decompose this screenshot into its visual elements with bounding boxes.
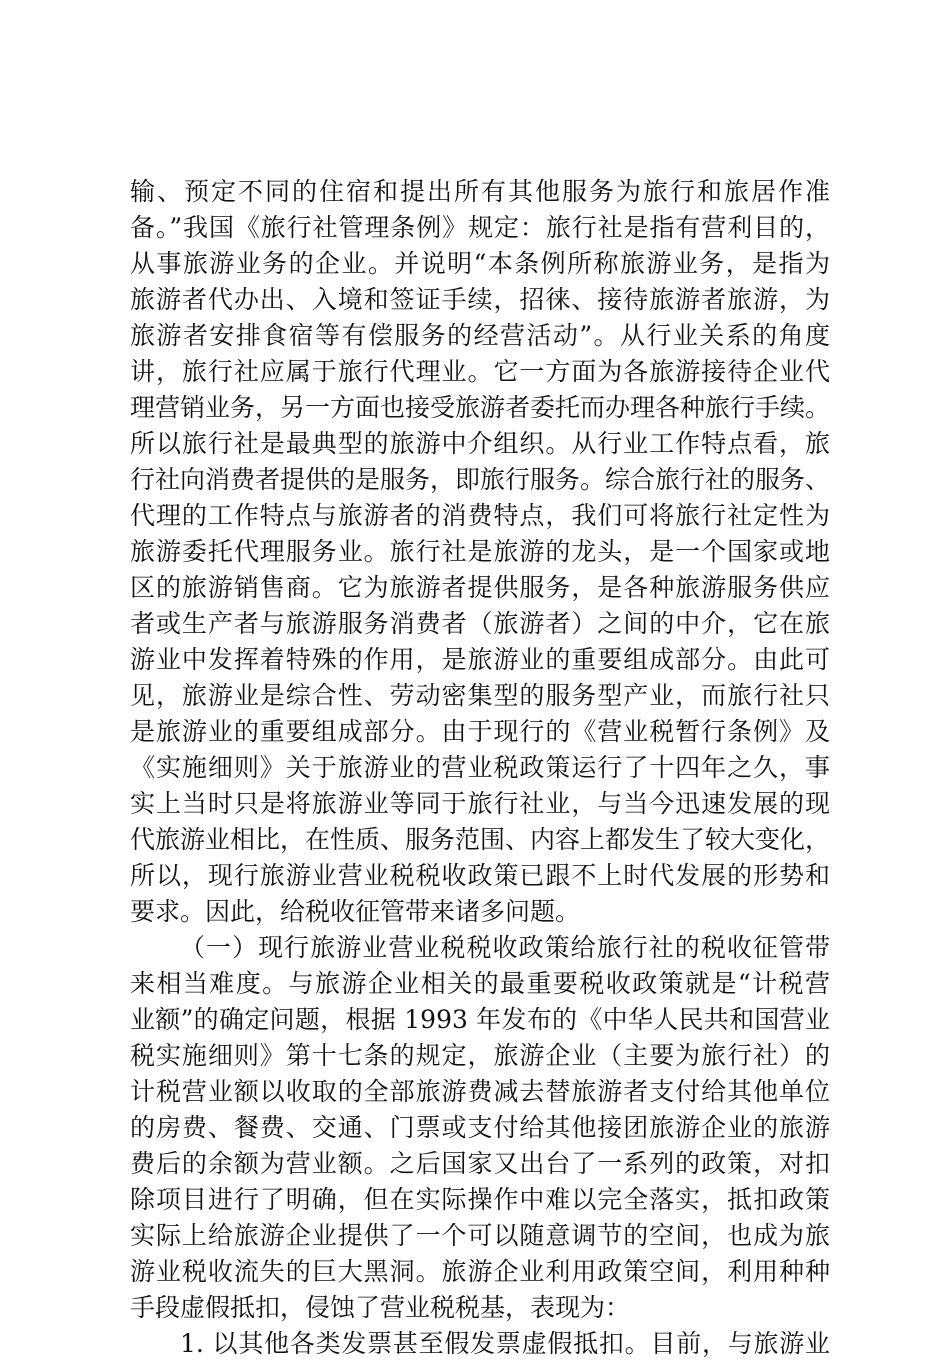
text-line: 备。”我国《旅行社管理条例》规定：旅行社是指有营利目的， xyxy=(130,213,830,242)
text-line: 旅游者代办出、入境和签证手续，招徕、接待旅游者旅游，为 xyxy=(130,285,830,314)
text-line: 除项目进行了明确，但在实际操作中难以完全落实，抵扣政策 xyxy=(130,1185,830,1214)
text-line: 区的旅游销售商。它为旅游者提供服务，是各种旅游服务供应 xyxy=(130,573,830,602)
text-line: 见，旅游业是综合性、劳动密集型的服务型产业，而旅行社只 xyxy=(130,681,830,710)
text-line: 理营销业务，另一方面也接受旅游者委托而办理各种旅行手续。 xyxy=(130,393,830,422)
text-line: 的房费、餐费、交通、门票或支付给其他接团旅游企业的旅游 xyxy=(130,1113,830,1142)
text-line: 是旅游业的重要组成部分。由于现行的《营业税暂行条例》及 xyxy=(130,717,830,746)
text-line: 实上当时只是将旅游业等同于旅行社业，与当今迅速发展的现 xyxy=(130,789,830,818)
text-line: 所以，现行旅游业营业税税收政策已跟不上时代发展的形势和 xyxy=(130,861,830,890)
text-line: 者或生产者与旅游服务消费者（旅游者）之间的中介，它在旅 xyxy=(130,609,830,638)
text-line: 计税营业额以收取的全部旅游费减去替旅游者支付给其他单位 xyxy=(130,1077,830,1106)
text-line: 游业税收流失的巨大黑洞。旅游企业利用政策空间，利用种种 xyxy=(130,1257,830,1286)
list-item-line: 1. 以其他各类发票甚至假发票虚假抵扣。目前，与旅游业 xyxy=(180,1329,830,1358)
text-line: 代旅游业相比，在性质、服务范围、内容上都发生了较大变化， xyxy=(130,825,830,854)
document-body xyxy=(130,174,830,1362)
text-line: 实际上给旅游企业提供了一个可以随意调节的空间，也成为旅 xyxy=(130,1221,830,1250)
text-line: 代理的工作特点与旅游者的消费特点，我们可将旅行社定性为 xyxy=(130,501,830,530)
text-line: 旅游委托代理服务业。旅行社是旅游的龙头，是一个国家或地 xyxy=(130,537,830,566)
text-line: 《实施细则》关于旅游业的营业税政策运行了十四年之久，事 xyxy=(130,753,830,782)
text-line: 游业中发挥着特殊的作用，是旅游业的重要组成部分。由此可 xyxy=(130,645,830,674)
text-line: 输、预定不同的住宿和提出所有其他服务为旅行和旅居作准 xyxy=(130,177,830,206)
text-line: 税实施细则》第十七条的规定，旅游企业（主要为旅行社）的 xyxy=(130,1041,830,1070)
text-line: 讲，旅行社应属于旅行代理业。它一方面为各旅游接待企业代 xyxy=(130,357,830,386)
text-line: 费后的余额为营业额。之后国家又出台了一系列的政策，对扣 xyxy=(130,1149,830,1178)
text-line: 来相当难度。与旅游企业相关的最重要税收政策就是“计税营 xyxy=(130,969,830,998)
text-line: 从事旅游业务的企业。并说明“本条例所称旅游业务，是指为 xyxy=(130,249,830,278)
text-line: 旅游者安排食宿等有偿服务的经营活动”。从行业关系的角度 xyxy=(130,321,830,350)
paragraph-end-line: 要求。因此，给税收征管带来诸多问题。 xyxy=(130,897,581,926)
paragraph-end-line: 手段虚假抵扣，侵蚀了营业税税基，表现为： xyxy=(130,1293,631,1322)
text-line: 业额”的确定问题，根据 1993 年发布的《中华人民共和国营业 xyxy=(130,1005,830,1034)
section-heading-line: （一）现行旅游业营业税税收政策给旅行社的税收征管带 xyxy=(180,933,830,962)
text-line: 行社向消费者提供的是服务，即旅行服务。综合旅行社的服务、 xyxy=(130,465,830,494)
text-line: 所以旅行社是最典型的旅游中介组织。从行业工作特点看，旅 xyxy=(130,429,830,458)
